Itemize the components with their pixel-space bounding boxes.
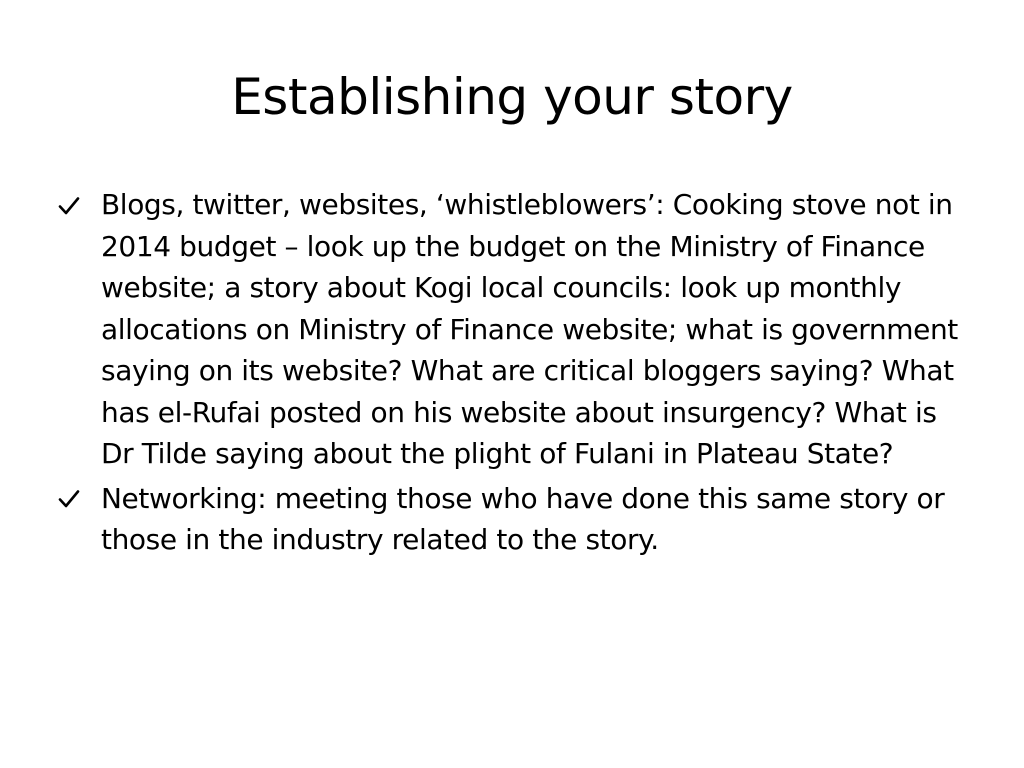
- bullet-item: [58, 478, 964, 561]
- bullet-text: Networking: meeting those who have done this same story or those in the industry related to the story.: [101, 481, 945, 556]
- bullet-list: [58, 184, 964, 564]
- checkmark-icon: [58, 184, 101, 226]
- bullet-text: Blogs, twitter, websites, ‘whistleblowers’: Cooking stove not in 2014 budget – look up the budget on the Ministry of Finance website; a story about Kogi local councils: look up monthly allocations on Ministry of Finance website; what is government saying on its website? What are critical bloggers saying? What has el-Rufai posted on his website about insurgency? What is Dr Tilde saying about the plight of Fulani in Plateau State?: [101, 188, 958, 470]
- slide-title: Establishing your story: [231, 68, 793, 126]
- bullet-item: [58, 184, 964, 475]
- checkmark-icon: [58, 478, 101, 520]
